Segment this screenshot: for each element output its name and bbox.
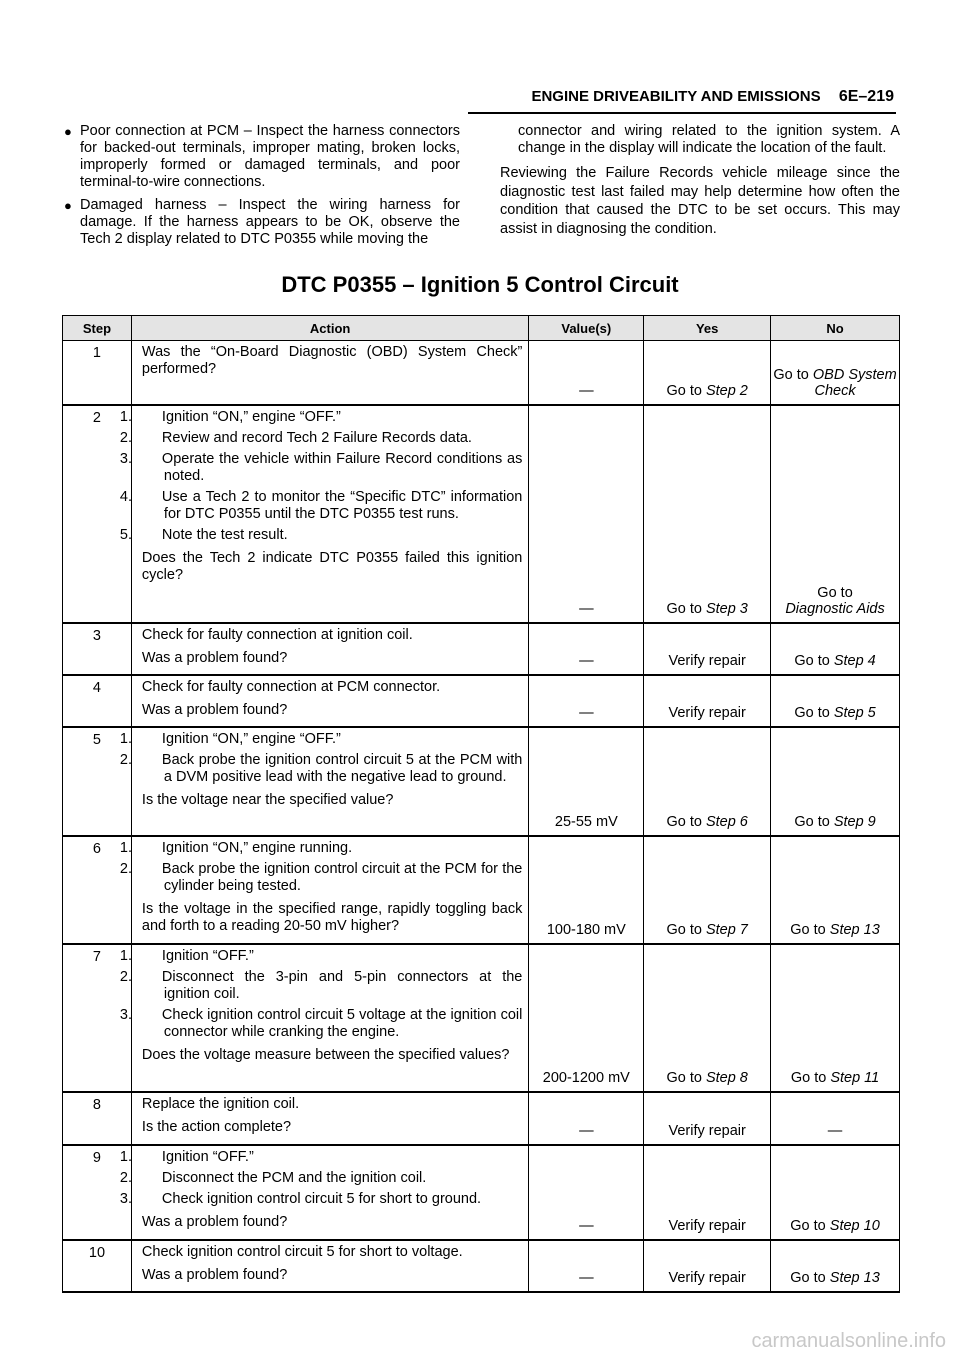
- action-step-text: Ignition “OFF.”: [161, 1148, 254, 1165]
- action-step-item: [119, 526, 522, 544]
- table-row: [63, 944, 900, 1092]
- action-step-text: Disconnect the 3-pin and 5-pin connectors at the ignition coil.: [161, 968, 523, 1002]
- yes-prefix: Verify repair: [668, 1122, 746, 1139]
- action-step-item: [119, 450, 523, 485]
- action-step-item: [119, 1148, 522, 1166]
- action-step-item: [119, 408, 522, 426]
- table-row: [63, 727, 900, 836]
- action-step-text: Operate the vehicle within Failure Record conditions as noted.: [161, 450, 523, 484]
- action-step-item: [119, 1190, 522, 1208]
- yes-cell: [644, 1092, 771, 1145]
- yes-prefix: Go to: [666, 382, 706, 399]
- table-row: [63, 341, 900, 405]
- yes-prefix: Go to: [666, 921, 706, 938]
- action-text: Check for faulty connection at PCM connector.: [141, 678, 441, 695]
- action-cell: [119, 405, 528, 623]
- action-cell: [119, 727, 528, 836]
- action-cell: [131, 675, 528, 727]
- value-cell: —: [529, 1092, 644, 1145]
- no-prefix: Go to: [773, 366, 813, 383]
- no-cell: [771, 944, 900, 1092]
- action-step-number: 1.: [119, 1148, 133, 1165]
- no-cell: [771, 1145, 900, 1240]
- action-step-number: 1.: [119, 839, 133, 856]
- action-question: Does the Tech 2 indicate DTC P0355 failed this ignition cycle?: [141, 549, 523, 583]
- step-number: 9: [63, 1145, 132, 1240]
- action-step-item: [119, 1006, 523, 1041]
- bullet-continuation: connector and wiring related to the ignition system. A change in the display will indicate the location of the fault.: [518, 123, 900, 156]
- action-step-text: Use a Tech 2 to monitor the “Specific DTC” information for DTC P0355 until the DTC P0355 test runs.: [161, 488, 523, 522]
- no-step-reference: Step 4: [833, 652, 876, 669]
- no-step-reference: Step 11: [830, 1069, 880, 1086]
- no-prefix: —: [827, 1122, 843, 1139]
- yes-cell: [644, 1240, 771, 1292]
- action-step-number: 1.: [119, 730, 133, 747]
- action-question: Is the action complete?: [141, 1118, 292, 1135]
- no-cell: [771, 623, 900, 675]
- no-cell: [771, 727, 900, 836]
- no-step-reference: Diagnostic Aids: [785, 600, 885, 617]
- table-row: [63, 1092, 900, 1145]
- action-step-text: Review and record Tech 2 Failure Records data.: [161, 429, 472, 446]
- yes-prefix: Verify repair: [668, 1217, 746, 1234]
- action-question: Is the voltage near the specified value?: [141, 791, 394, 808]
- no-step-reference: Step 10: [829, 1217, 880, 1234]
- no-cell: [771, 836, 900, 944]
- value-cell: —: [529, 405, 644, 623]
- action-cell: [131, 1092, 528, 1145]
- action-step-number: 3.: [119, 1006, 133, 1023]
- action-text: Replace the ignition coil.: [141, 1095, 300, 1112]
- header-step: Step: [63, 316, 132, 341]
- step-number: 3: [63, 623, 132, 675]
- no-step-reference: Step 5: [833, 704, 876, 721]
- bullet-text: Poor connection at PCM – Inspect the harness connectors for backed-out terminals, improper mating, broken locks, improperly formed or damaged terminals, and poor terminal-to-wire connections.: [80, 123, 460, 190]
- yes-prefix: Go to: [666, 1069, 706, 1086]
- action-question: Was a problem found?: [141, 649, 288, 666]
- yes-cell: [644, 675, 771, 727]
- no-prefix: Go to: [817, 584, 853, 601]
- bullet-item: [64, 197, 460, 248]
- table-header-row: [63, 316, 900, 341]
- no-cell: [771, 1240, 900, 1292]
- yes-prefix: Go to: [666, 600, 706, 617]
- action-step-text: Ignition “OFF.”: [161, 947, 254, 964]
- value-cell: —: [529, 623, 644, 675]
- action-question: Was a problem found?: [141, 1266, 288, 1283]
- action-step-number: 2.: [119, 1169, 133, 1186]
- table-row: [63, 1240, 900, 1292]
- no-cell: [771, 1092, 900, 1145]
- step-number: 2: [63, 405, 132, 623]
- yes-cell: [644, 1145, 771, 1240]
- yes-prefix: Go to: [666, 813, 706, 830]
- bullet-item: [64, 123, 460, 191]
- no-prefix: Go to: [794, 813, 834, 830]
- no-prefix: Go to: [790, 1269, 830, 1286]
- action-text: Check ignition control circuit 5 for short to voltage.: [141, 1243, 463, 1260]
- value-cell: —: [529, 675, 644, 727]
- action-step-item: [119, 839, 522, 857]
- yes-cell: [644, 623, 771, 675]
- yes-cell: [644, 944, 771, 1092]
- action-text: Check for faulty connection at ignition coil.: [141, 626, 413, 643]
- page-code: 6E–219: [838, 88, 894, 105]
- action-step-number: 5.: [119, 526, 133, 543]
- intro-paragraph: Reviewing the Failure Records vehicle mileage since the diagnostic test last failed may help determine how often the condition that caused the DTC to be set occurs. This may assist in diagnosing the condition.: [500, 165, 900, 237]
- no-cell: [771, 405, 900, 623]
- header-no: No: [771, 316, 900, 341]
- action-step-number: 1.: [119, 408, 133, 425]
- intro-left-column: [64, 123, 460, 254]
- action-step-text: Ignition “ON,” engine “OFF.”: [161, 408, 341, 425]
- no-step-reference: Step 13: [829, 1269, 880, 1286]
- no-prefix: Go to: [794, 652, 834, 669]
- page-title: DTC P0355 – Ignition 5 Control Circuit: [281, 272, 679, 297]
- yes-step-reference: Step 8: [705, 1069, 748, 1086]
- action-step-number: 3.: [119, 450, 133, 467]
- action-step-number: 4.: [119, 488, 133, 505]
- step-number: 8: [63, 1092, 132, 1145]
- yes-prefix: Verify repair: [668, 704, 746, 721]
- action-step-text: Ignition “ON,” engine “OFF.”: [161, 730, 341, 747]
- yes-step-reference: Step 3: [705, 600, 748, 617]
- action-step-item: [119, 751, 523, 786]
- table-row: [63, 405, 900, 623]
- no-cell: [771, 341, 900, 405]
- bullet-icon: ●: [64, 198, 72, 213]
- diagnostic-table: [62, 315, 900, 1293]
- no-prefix: Go to: [794, 704, 834, 721]
- action-step-item: [119, 488, 523, 523]
- step-number: 7: [63, 944, 132, 1092]
- value-cell: 100-180 mV: [529, 836, 644, 944]
- bullet-icon: ●: [64, 124, 72, 139]
- action-step-item: [119, 968, 523, 1003]
- action-step-number: 3.: [119, 1190, 133, 1207]
- value-cell: —: [529, 341, 644, 405]
- action-step-number: 2.: [119, 968, 133, 985]
- yes-cell: [644, 405, 771, 623]
- action-cell: [131, 623, 528, 675]
- no-prefix: Go to: [790, 921, 830, 938]
- yes-cell: [644, 727, 771, 836]
- action-step-text: Back probe the ignition control circuit 5 at the PCM with a DVM positive lead with the negative lead to ground.: [161, 751, 523, 785]
- action-step-number: 2.: [119, 751, 133, 768]
- action-cell: [131, 1240, 528, 1292]
- action-step-number: 2.: [119, 429, 133, 446]
- action-question: Was a problem found?: [141, 701, 288, 718]
- yes-prefix: Verify repair: [668, 1269, 746, 1286]
- value-cell: —: [529, 1240, 644, 1292]
- action-cell: [119, 1145, 528, 1240]
- step-number: 4: [63, 675, 132, 727]
- bullet-text: Damaged harness – Inspect the wiring harness for damage. If the harness appears to be OK, observe the Tech 2 display related to DTC P0355 while moving the: [80, 197, 460, 247]
- action-step-text: Ignition “ON,” engine running.: [161, 839, 353, 856]
- value-cell: 25-55 mV: [529, 727, 644, 836]
- table-row: [63, 1145, 900, 1240]
- action-question: Does the voltage measure between the specified values?: [141, 1046, 510, 1063]
- header-rule: [468, 112, 896, 114]
- yes-cell: [644, 836, 771, 944]
- action-step-item: [119, 730, 522, 748]
- no-step-reference: OBD System Check: [812, 366, 897, 399]
- watermark: carmanualsonline.info: [751, 1330, 946, 1352]
- no-prefix: Go to: [790, 1217, 830, 1234]
- table-row: [63, 675, 900, 727]
- header-action: Action: [131, 316, 528, 341]
- action-step-text: Note the test result.: [161, 526, 288, 543]
- yes-prefix: Verify repair: [668, 652, 746, 669]
- action-cell: [119, 836, 528, 944]
- intro-right-column: [500, 123, 900, 238]
- action-cell: [119, 944, 528, 1092]
- step-number: 5: [63, 727, 132, 836]
- no-step-reference: Step 13: [829, 921, 880, 938]
- yes-step-reference: Step 7: [705, 921, 748, 938]
- action-step-item: [119, 1169, 522, 1187]
- action-question: Was a problem found?: [141, 1213, 288, 1230]
- value-cell: —: [529, 1145, 644, 1240]
- action-step-item: [119, 860, 523, 895]
- action-question: Is the voltage in the specified range, rapidly toggling back and forth to a reading 20-50 mV higher?: [141, 900, 523, 934]
- action-step-text: Check ignition control circuit 5 for short to ground.: [161, 1190, 482, 1207]
- yes-cell: [644, 341, 771, 405]
- table-row: [63, 623, 900, 675]
- action-cell: [131, 341, 528, 405]
- no-cell: [771, 675, 900, 727]
- action-step-number: 1.: [119, 947, 133, 964]
- value-cell: 200-1200 mV: [529, 944, 644, 1092]
- yes-step-reference: Step 6: [705, 813, 748, 830]
- step-number: 1: [63, 341, 132, 405]
- header-values: Value(s): [529, 316, 644, 341]
- action-question: Was the “On-Board Diagnostic (OBD) System Check” performed?: [141, 344, 523, 377]
- action-step-text: Back probe the ignition control circuit at the PCM for the cylinder being tested.: [161, 860, 523, 894]
- step-number: 10: [63, 1240, 132, 1292]
- table-row: [63, 836, 900, 944]
- action-step-item: [119, 429, 522, 447]
- header-yes: Yes: [644, 316, 771, 341]
- page-header: [531, 88, 894, 106]
- action-step-text: Check ignition control circuit 5 voltage at the ignition coil connector while cranking the engine.: [161, 1006, 523, 1040]
- step-number: 6: [63, 836, 132, 944]
- yes-step-reference: Step 2: [705, 382, 748, 399]
- action-step-text: Disconnect the PCM and the ignition coil.: [161, 1169, 427, 1186]
- action-step-item: [119, 947, 522, 965]
- section-title: ENGINE DRIVEABILITY AND EMISSIONS: [531, 88, 821, 105]
- no-prefix: Go to: [790, 1069, 831, 1086]
- action-step-number: 2.: [119, 860, 133, 877]
- no-step-reference: Step 9: [833, 813, 876, 830]
